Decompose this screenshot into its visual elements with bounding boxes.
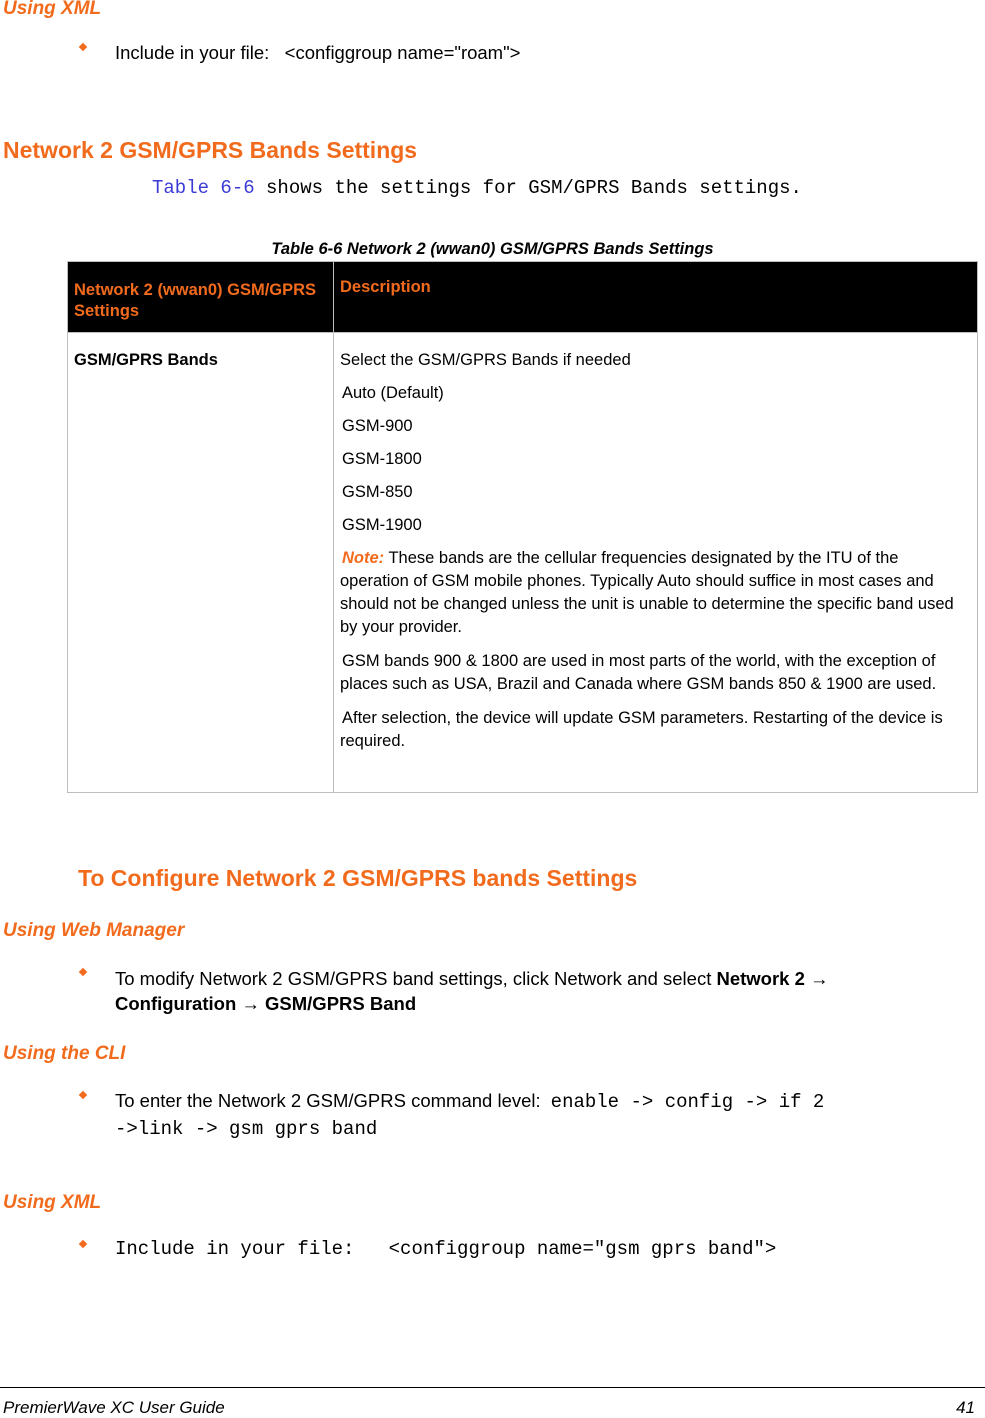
restart-paragraph: After selection, the device will update GSM parameters. Restarting of the device is required. (340, 709, 943, 750)
web-manager-path-2: Configuration → GSM/GPRS Band (115, 993, 417, 1014)
cli-text (115, 1088, 824, 1142)
bullet-icon (79, 1091, 87, 1099)
note-paragraph (340, 547, 971, 639)
note-text: These bands are the cellular frequencies designated by the ITU of the operation of GSM mobile phones. Typically Auto should suffice in most cases and should not be changed unless the unit is unable to determine the specific band used by your provider. (340, 549, 954, 636)
table-reference-link[interactable]: Table 6-6 (152, 177, 255, 199)
table-header-setting: Network 2 (wwan0) GSM/GPRS Settings (68, 262, 334, 333)
row-description (334, 333, 978, 793)
web-manager-path-1: Network 2 → (716, 968, 829, 989)
row-label: GSM/GPRS Bands (68, 333, 334, 793)
settings-table (67, 261, 978, 793)
bullet-icon (79, 1240, 87, 1248)
xml-heading-bottom: Using XML (3, 1192, 102, 1213)
cli-plain: To enter the Network 2 GSM/GPRS command level: (115, 1090, 541, 1111)
table-header-row (68, 262, 978, 333)
bands-paragraph: GSM bands 900 & 1800 are used in most parts of the world, with the exception of places such as USA, Brazil and Canada where GSM bands 850 & 1900 are used. (340, 652, 937, 693)
page-number: 41 (956, 1398, 975, 1417)
footer-title: PremierWave XC User Guide (3, 1398, 225, 1417)
section-title: Network 2 GSM/GPRS Bands Settings (3, 137, 418, 163)
configure-title: To Configure Network 2 GSM/GPRS bands Settings (78, 865, 638, 891)
bullet-icon (79, 43, 87, 51)
section-intro (152, 177, 802, 199)
option-gsm-1900: GSM-1900 (342, 516, 422, 534)
description-intro: Select the GSM/GPRS Bands if needed (340, 351, 631, 369)
option-gsm-1800: GSM-1800 (342, 450, 422, 468)
web-manager-plain: To modify Network 2 GSM/GPRS band settings, click Network and select (115, 968, 717, 989)
cli-heading: Using the CLI (3, 1043, 126, 1064)
option-auto: Auto (Default) (342, 384, 444, 402)
note-label: Note: (342, 549, 385, 567)
xml-heading-top: Using XML (3, 0, 102, 19)
web-manager-heading: Using Web Manager (3, 920, 185, 941)
option-gsm-850: GSM-850 (342, 483, 413, 501)
cli-code-line-1: enable -> config -> if 2 (550, 1091, 825, 1113)
cli-code-line-2: ->link -> gsm gprs band (115, 1118, 378, 1140)
section-intro-rest: shows the settings for GSM/GPRS Bands settings. (254, 177, 802, 199)
xml-include-text-top: Include in your file: <configgroup name="roam"> (115, 42, 521, 63)
table-caption: Table 6-6 Network 2 (wwan0) GSM/GPRS Bands Settings (271, 240, 714, 258)
table-header-description: Description (334, 262, 978, 333)
footer-rule (0, 1387, 985, 1388)
option-gsm-900: GSM-900 (342, 417, 413, 435)
xml-include-text-bottom: Include in your file: <configgroup name="gsm gprs band"> (115, 1238, 777, 1260)
table-row (68, 333, 978, 793)
bullet-icon (79, 968, 87, 976)
web-manager-text (115, 966, 955, 1016)
